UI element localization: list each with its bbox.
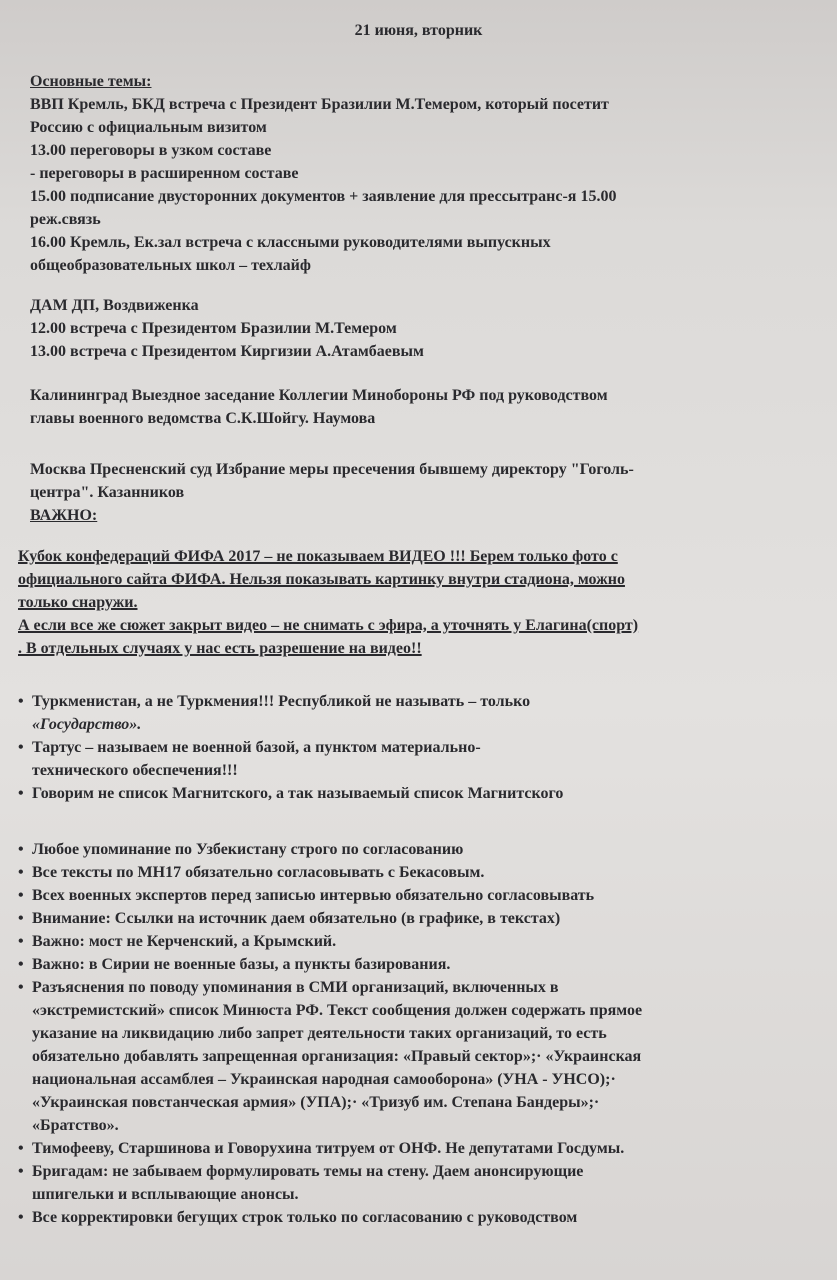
list-item — [18, 953, 830, 976]
list-item-text: Внимание: Ссылки на источник даем обязательно (в графике, в текстах) — [32, 910, 561, 927]
list-item-text: Всех военных экспертов перед записью интервью обязательно согласовывать — [32, 887, 595, 904]
main-topic-line: - переговоры в расширенном составе — [30, 165, 299, 182]
main-topic-line: 13.00 переговоры в узком составе — [30, 142, 272, 159]
kaliningrad-line: Калининград Выездное заседание Коллегии Минобороны РФ под руководством — [30, 387, 608, 404]
rules-list-1 — [18, 690, 830, 805]
bullet-icon: • — [18, 693, 24, 710]
important-line: только снаружи. — [18, 594, 138, 611]
bullet-icon: • — [18, 979, 24, 996]
main-topic-line: общеобразовательных школ – техлайф — [30, 257, 311, 274]
list-item-text: Тартус – называем не военной базой, а пунктом материально- — [32, 739, 481, 756]
main-topic-line: 16.00 Кремль, Ек.зал встреча с классными руководителями выпускных — [30, 234, 551, 251]
list-item-text: Все корректировки бегущих строк только по согласованию с руководством — [32, 1209, 578, 1226]
dam-line: 13.00 встреча с Президентом Киргизии А.Атамбаевым — [30, 343, 424, 360]
list-item — [18, 690, 830, 736]
list-item-text: шпигельки и всплывающие анонсы. — [32, 1186, 299, 1203]
rules-list-2 — [18, 838, 830, 1229]
moscow-section — [30, 458, 830, 527]
list-item — [18, 1206, 830, 1229]
list-item-text: Важно: мост не Керченский, а Крымский. — [32, 933, 337, 950]
list-item-text-italic: «Государство». — [32, 716, 142, 733]
list-item — [18, 1137, 830, 1160]
bullet-icon: • — [18, 933, 24, 950]
important-line: . В отдельных случаях у нас есть разрешение на видео!! — [18, 640, 422, 657]
list-item-text: указание на ликвидацию либо запрет деятельности таких организаций, то есть — [32, 1025, 607, 1042]
important-line: Кубок конфедераций ФИФА 2017 – не показываем ВИДЕО !!! Берем только фото с — [18, 548, 618, 565]
main-topic-line: ВВП Кремль, БКД встреча с Президент Бразилии М.Темером, который посетит — [30, 96, 609, 113]
bullet-icon: • — [18, 841, 24, 858]
dam-section — [30, 294, 830, 363]
list-item-text: Тимофееву, Старшинова и Говорухина титруем от ОНФ. Не депутатами Госдумы. — [32, 1140, 625, 1157]
list-item — [18, 976, 830, 1137]
list-item — [18, 907, 830, 930]
moscow-line: центра". Казанников — [30, 484, 185, 501]
list-item — [18, 736, 830, 782]
list-item-text: Разъяснения по поводу упоминания в СМИ организаций, включенных в — [32, 979, 559, 996]
bullet-icon: • — [18, 1140, 24, 1157]
main-topic-line: реж.связь — [30, 211, 101, 228]
bullet-icon: • — [18, 887, 24, 904]
list-item-text: Туркменистан, а не Туркмения!!! Республикой не называть – только — [32, 693, 531, 710]
list-item — [18, 782, 830, 805]
list-item-text: Бригадам: не забываем формулировать темы на стену. Даем анонсирующие — [32, 1163, 584, 1180]
main-topic-line: Россию с официальным визитом — [30, 119, 267, 136]
list-item-text: Любое упоминание по Узбекистану строго по согласованию — [32, 841, 464, 858]
list-item-text: технического обеспечения!!! — [32, 762, 238, 779]
bullet-icon: • — [18, 1209, 24, 1226]
list-item-text: Все тексты по МН17 обязательно согласовывать с Бекасовым. — [32, 864, 485, 881]
important-line: А если все же сюжет закрыт видео – не снимать с эфира, а уточнять у Елагина(спорт) — [18, 617, 639, 634]
dam-line: 12.00 встреча с Президентом Бразилии М.Темером — [30, 320, 397, 337]
list-item-text: «Братство». — [32, 1117, 119, 1134]
important-heading: ВАЖНО: — [30, 507, 98, 524]
list-item-text: «Украинская повстанческая армия» (УПА);· «Тризуб им. Степана Бандеры»;· — [32, 1094, 600, 1111]
list-item-text: «экстремистский» список Минюста РФ. Текст сообщения должен содержать прямое — [32, 1002, 643, 1019]
list-item — [18, 838, 830, 861]
bullet-icon: • — [18, 864, 24, 881]
bullet-icon: • — [18, 956, 24, 973]
list-item-text: обязательно добавлять запрещенная организация: «Правый сектор»;· «Украинская — [32, 1048, 642, 1065]
dam-line: ДАМ ДП, Воздвиженка — [30, 297, 199, 314]
list-item-text: Говорим не список Магнитского, а так называемый список Магнитского — [32, 785, 564, 802]
list-item — [18, 930, 830, 953]
kaliningrad-section — [30, 384, 830, 430]
list-item — [18, 1160, 830, 1206]
bullet-icon: • — [18, 739, 24, 756]
bullet-icon: • — [18, 785, 24, 802]
main-topics-section — [30, 70, 830, 277]
main-topic-line: 15.00 подписание двусторонних документов + заявление для прессытранс-я 15.00 — [30, 188, 617, 205]
list-item-text: национальная ассамблея – Украинская народная самооборона» (УНА - УНСО);· — [32, 1071, 616, 1088]
main-topics-heading: Основные темы: — [30, 73, 152, 90]
document-date: 21 июня, вторник — [354, 22, 483, 39]
bullet-icon: • — [18, 910, 24, 927]
important-line: официального сайта ФИФА. Нельзя показывать картинку внутри стадиона, можно — [18, 571, 625, 588]
list-item — [18, 884, 830, 907]
kaliningrad-line: главы военного ведомства С.К.Шойгу. Наумова — [30, 410, 376, 427]
moscow-line: Москва Пресненский суд Избрание меры пресечения бывшему директору "Гоголь- — [30, 461, 634, 478]
bullet-icon: • — [18, 1163, 24, 1180]
list-item — [18, 861, 830, 884]
important-section — [18, 545, 833, 660]
list-item-text: Важно: в Сирии не военные базы, а пункты базирования. — [32, 956, 451, 973]
